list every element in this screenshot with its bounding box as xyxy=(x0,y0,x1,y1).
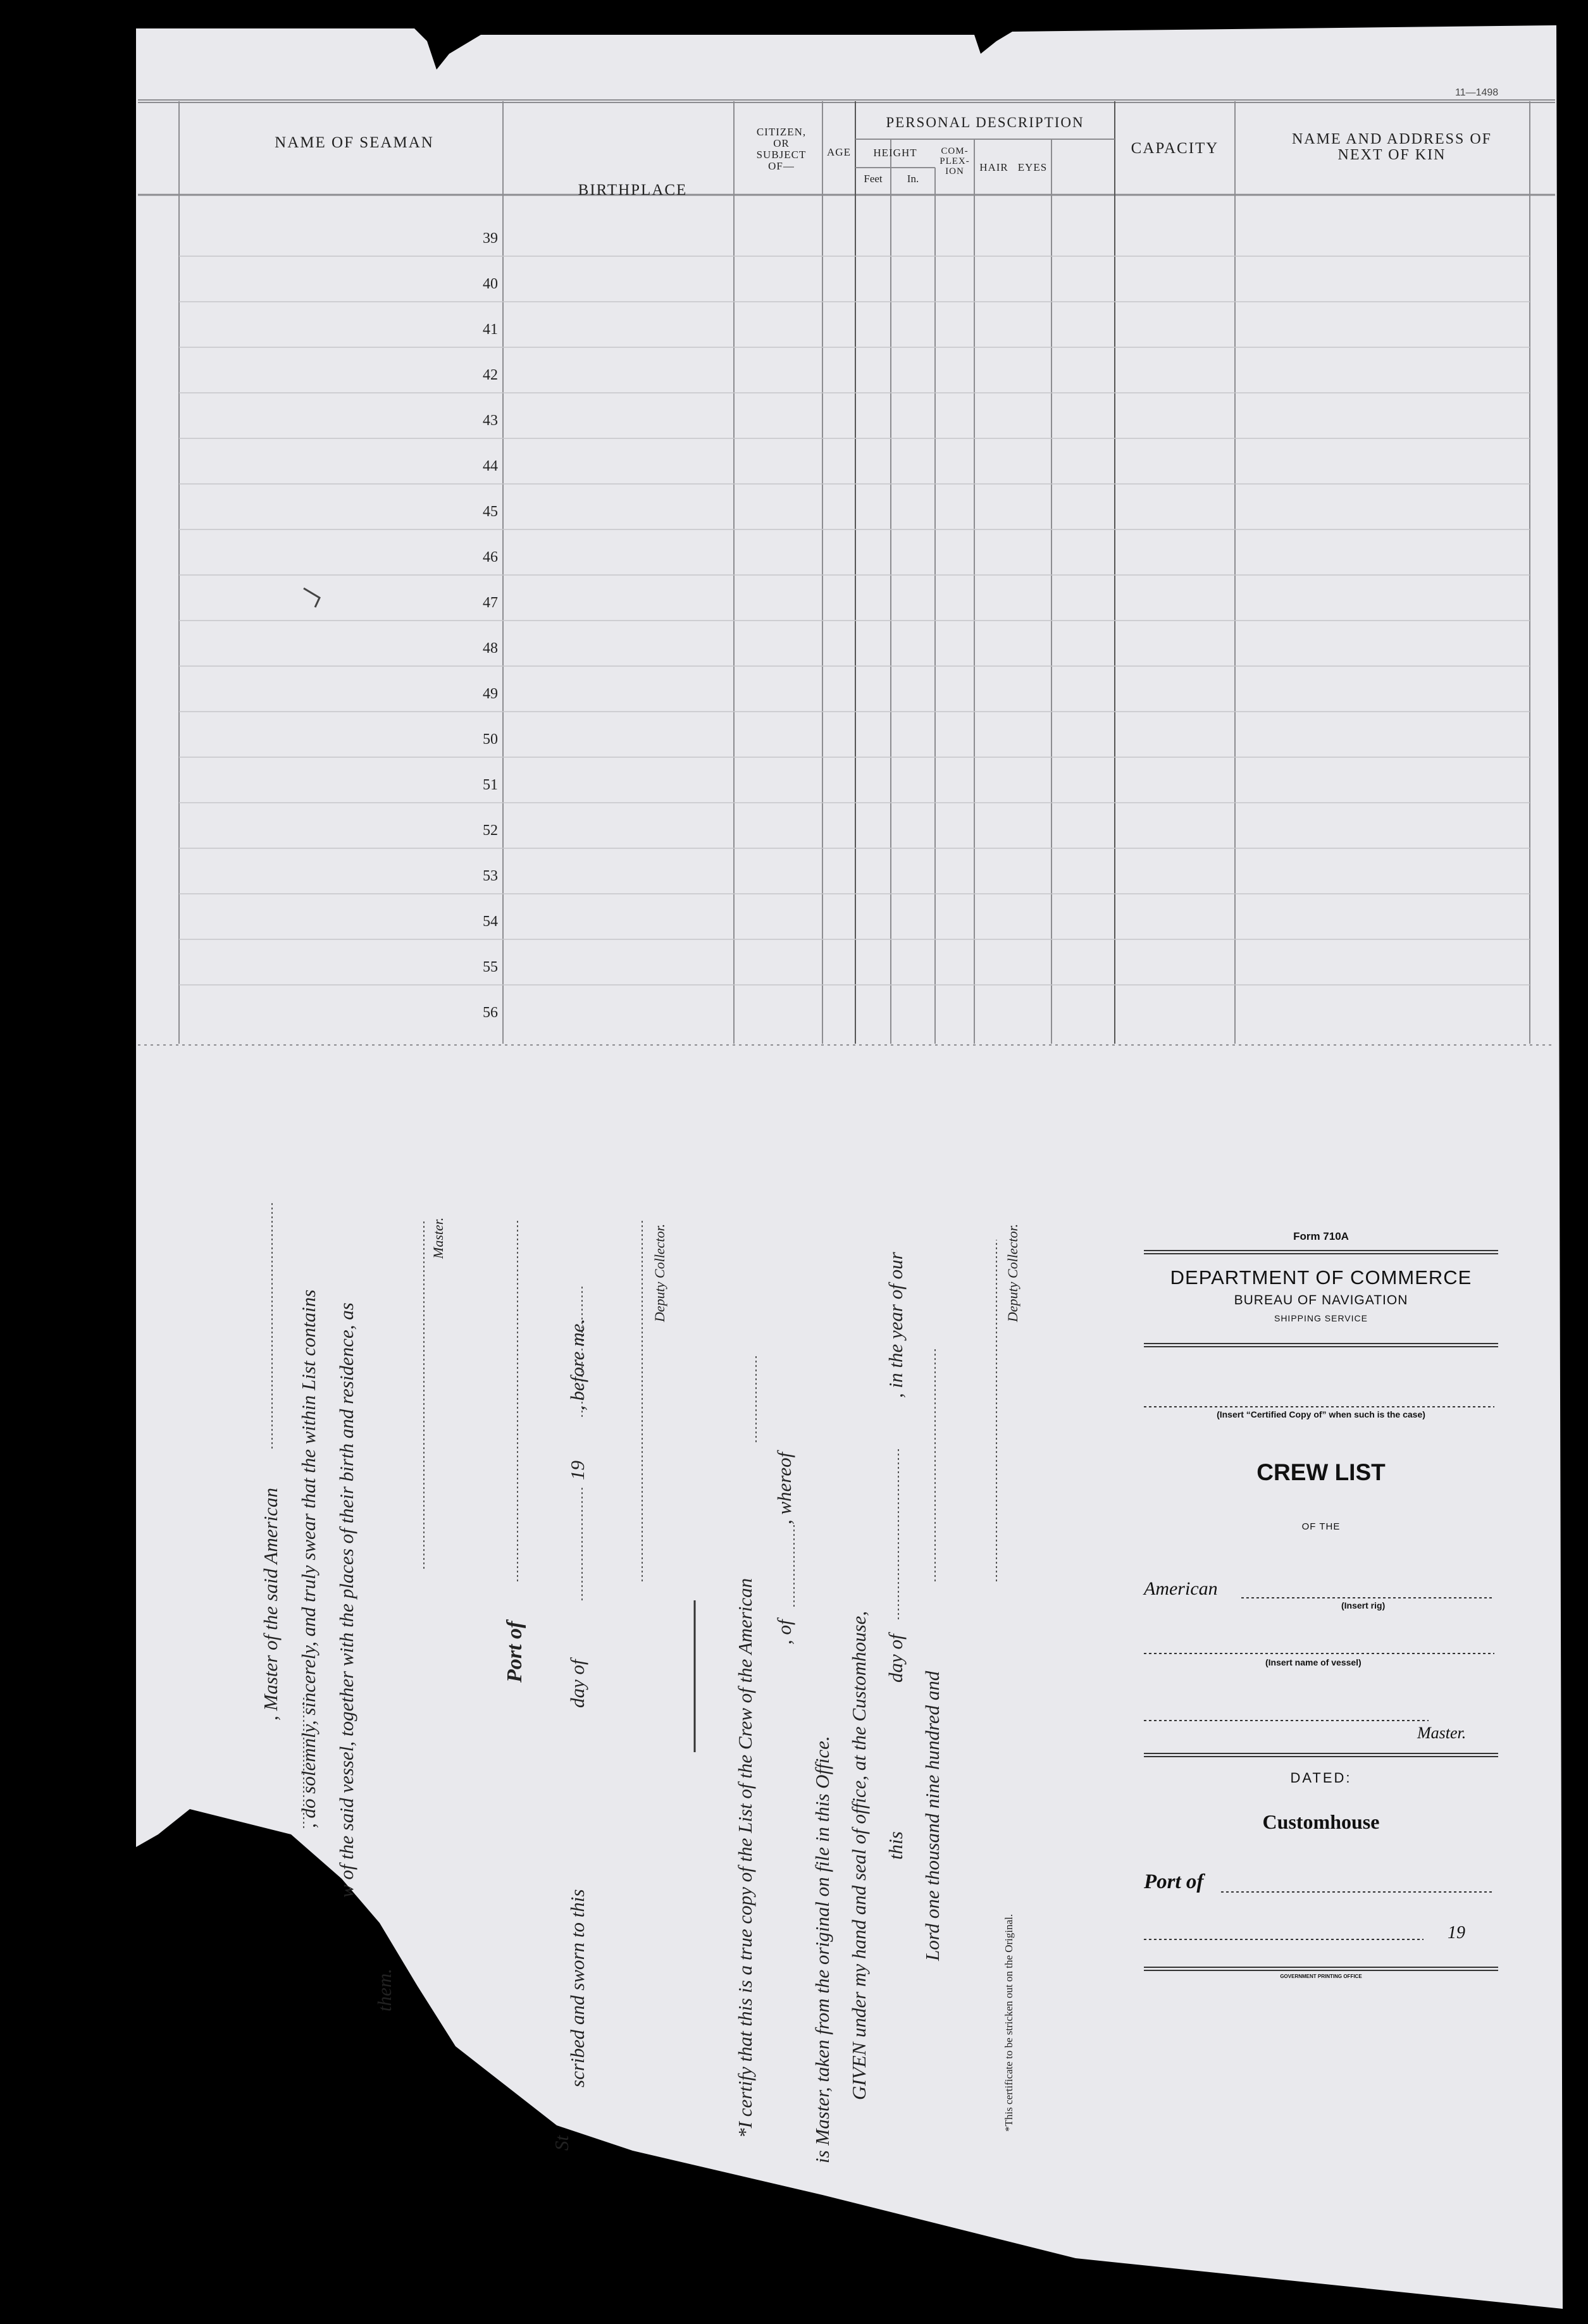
row-number: 46 xyxy=(483,549,498,566)
cover-american-label: American xyxy=(1144,1578,1218,1599)
cover-printer: GOVERNMENT PRINTING OFFICE xyxy=(1280,1974,1362,1979)
oath-before-me: , before me. xyxy=(566,1318,588,1411)
oath-line-2: , do solemnly, sincerely, and truly swear that the within List contains xyxy=(297,1289,319,1828)
row-number: 51 xyxy=(483,777,498,793)
oath-port-of: Port of xyxy=(503,1621,526,1683)
row-number: 47 xyxy=(483,595,498,611)
cover-insert-rig: (Insert rig) xyxy=(1341,1600,1386,1610)
cover-form-number: Form 710A xyxy=(1293,1230,1349,1242)
oath-sworn: scribed and sworn to this xyxy=(566,1889,588,2087)
header-height: HEIGHT xyxy=(873,147,917,159)
cover-customhouse: Customhouse xyxy=(1262,1810,1380,1833)
oath-year: 19 xyxy=(566,1461,588,1480)
oath-deputy-collector: Deputy Collector. xyxy=(652,1223,667,1322)
oath-day-of: day of xyxy=(566,1659,588,1708)
cover-bureau: BUREAU OF NAVIGATION xyxy=(1234,1293,1408,1307)
header-age: AGE xyxy=(827,146,851,158)
certificate-line-5: Lord one thousand nine hundred and xyxy=(921,1671,943,1961)
row-number: 55 xyxy=(483,959,498,975)
row-number: 42 xyxy=(483,367,498,383)
row-number: 50 xyxy=(483,731,498,748)
cover-title: CREW LIST xyxy=(1256,1459,1386,1485)
certificate-whereof: , whereof xyxy=(773,1452,795,1524)
oath-st: St xyxy=(550,2135,573,2151)
oath-master-label: Master. xyxy=(430,1217,446,1259)
form-code: 11—1498 xyxy=(1455,87,1499,98)
header-inches: In. xyxy=(907,173,919,185)
cover-insert-certified: (Insert “Certified Copy of” when such is the case) xyxy=(1217,1409,1425,1419)
oath-line-4: them. xyxy=(373,1968,395,2012)
cover-port-of: Port of xyxy=(1144,1870,1204,1893)
row-number: 39 xyxy=(483,230,498,247)
row-number: 43 xyxy=(483,412,498,429)
oath-line-3: w of the said vessel, together with the places of their birth and residence, as xyxy=(335,1302,357,1898)
header-next-of-kin: NAME AND ADDRESS OF NEXT OF KIN xyxy=(1291,131,1492,164)
header-birthplace: BIRTHPLACE xyxy=(578,182,688,199)
certificate-day-of: day of xyxy=(884,1634,907,1683)
row-number: 54 xyxy=(483,913,498,930)
row-number: 56 xyxy=(483,1004,498,1021)
row-number: 48 xyxy=(483,640,498,657)
row-number: 49 xyxy=(483,686,498,702)
certificate-line-3: GIVEN under my hand and seal of office, at the Customhouse, xyxy=(848,1610,870,2100)
cover-service: SHIPPING SERVICE xyxy=(1274,1313,1368,1323)
header-complexion: COM- PLEX- ION xyxy=(940,146,970,176)
cover-of-the: OF THE xyxy=(1301,1521,1341,1532)
header-feet: Feet xyxy=(864,173,883,185)
header-citizen: CITIZEN, OR SUBJECT OF— xyxy=(756,126,807,172)
row-number: 40 xyxy=(483,276,498,292)
cover-master-label: Master. xyxy=(1417,1724,1467,1742)
row-number: 52 xyxy=(483,822,498,839)
cover-insert-name: (Insert name of vessel) xyxy=(1265,1657,1362,1667)
header-personal-description: PERSONAL DESCRIPTION xyxy=(886,114,1084,130)
oath-line-1: , Master of the said American xyxy=(259,1488,282,1721)
certificate-footnote: *This certificate to be stricken out on the Original. xyxy=(1003,1913,1015,2132)
cover-department: DEPARTMENT OF COMMERCE xyxy=(1170,1266,1472,1289)
row-number: 53 xyxy=(483,868,498,884)
row-number: 41 xyxy=(483,321,498,338)
cover-year: 19 xyxy=(1448,1923,1465,1943)
header-capacity: CAPACITY xyxy=(1131,140,1219,157)
header-eyes: EYES xyxy=(1017,161,1048,173)
certificate-line-1: *I certify that this is a true copy of the List of the Crew of the American xyxy=(734,1578,756,2138)
cover-dated: DATED: xyxy=(1290,1770,1352,1786)
row-number: 45 xyxy=(483,504,498,520)
certificate-deputy-collector: Deputy Collector. xyxy=(1005,1223,1020,1322)
certificate-line-2: is Master, taken from the original on file in this Office. xyxy=(811,1736,833,2163)
certificate-of: , of xyxy=(773,1619,795,1645)
row-number: 44 xyxy=(483,458,498,474)
certificate-year-of-our: , in the year of our xyxy=(884,1252,907,1398)
header-hair: HAIR xyxy=(979,161,1008,173)
header-name-of-seaman: NAME OF SEAMAN xyxy=(275,134,434,151)
certificate-this: this xyxy=(884,1831,907,1860)
